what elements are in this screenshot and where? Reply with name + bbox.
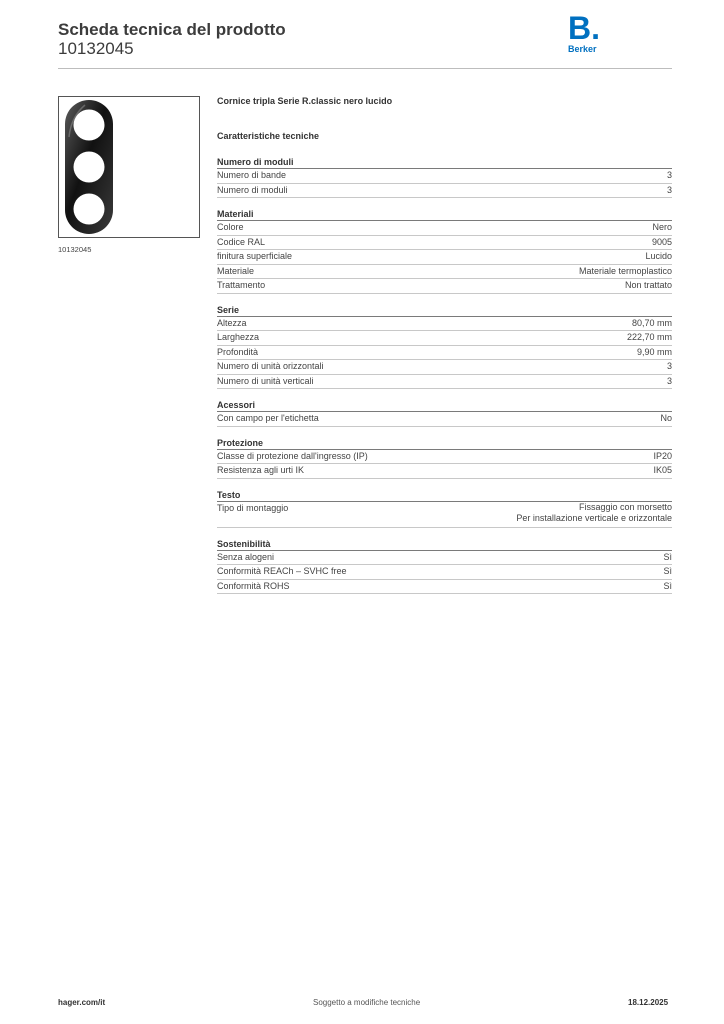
logo-wordmark: Berker (568, 44, 597, 54)
section-title: Serie (217, 304, 672, 317)
row-label: Numero di moduli (217, 184, 288, 195)
row-label: Conformità REACh – SVHC free (217, 566, 347, 576)
spec-row (217, 221, 672, 236)
spec-section (217, 437, 672, 479)
berker-logo (566, 10, 606, 56)
spec-row (217, 502, 672, 528)
logo-mark: B. (568, 10, 600, 46)
row-value: 222,70 mm (626, 332, 672, 342)
spec-row (217, 412, 672, 427)
spec-row (217, 265, 672, 280)
row-value: Sì (663, 580, 672, 591)
footer-disclaimer: Soggetto a modifiche tecniche (313, 998, 421, 1007)
row-label: Classe di protezione dall'ingresso (IP) (217, 450, 368, 461)
row-value: 3 (666, 361, 672, 371)
row-label: Numero di bande (217, 170, 287, 180)
spec-row (217, 279, 672, 294)
section-title: Materiali (217, 208, 672, 221)
row-value: 3 (666, 375, 672, 386)
spec-row (217, 331, 672, 346)
row-value: 3 (666, 184, 672, 195)
row-label: Altezza (217, 317, 247, 328)
spec-section (217, 208, 672, 294)
row-value: IK05 (653, 465, 672, 475)
row-value: Nero (652, 222, 672, 232)
row-label: Senza alogeni (217, 551, 275, 562)
row-value: Materiale termoplastico (578, 265, 672, 276)
characteristics-title: Caratteristiche tecniche (217, 131, 320, 141)
product-name: Cornice tripla Serie R.classic nero lucido (217, 96, 393, 106)
row-value-line: Fissaggio con morsetto (578, 501, 672, 512)
product-code: 10132045 (58, 39, 134, 58)
spec-row (217, 450, 672, 465)
row-label: Con campo per l'etichetta (217, 413, 319, 423)
row-label: Conformità ROHS (217, 580, 290, 591)
page-title: Scheda tecnica del prodotto (58, 20, 286, 39)
spec-row (217, 250, 672, 265)
spec-row (217, 169, 672, 184)
section-title: Sostenibilità (217, 538, 672, 551)
row-value: 3 (666, 170, 672, 180)
spec-section (217, 489, 672, 528)
spec-row (217, 551, 672, 566)
section-title: Numero di moduli (217, 156, 672, 169)
row-value: Sì (663, 551, 672, 562)
spec-row (217, 464, 672, 479)
spec-row (217, 317, 672, 332)
spec-row (217, 236, 672, 251)
triple-frame-image (59, 97, 199, 237)
row-value: 9005 (651, 236, 672, 247)
spec-section (217, 399, 672, 427)
row-label: Larghezza (217, 332, 260, 342)
spec-section (217, 538, 672, 595)
header-divider (58, 68, 672, 69)
section-title: Protezione (217, 437, 672, 450)
row-label: Codice RAL (217, 236, 266, 247)
spec-row (217, 360, 672, 375)
row-label: Materiale (217, 265, 255, 276)
spec-section (217, 156, 672, 198)
row-value (516, 502, 672, 527)
spec-row (217, 375, 672, 390)
footer-date: 18.12.2025 (628, 998, 669, 1007)
spec-row (217, 580, 672, 595)
spec-row (217, 346, 672, 361)
row-label: finitura superficiale (217, 251, 293, 261)
row-label: Colore (217, 222, 244, 232)
row-value-line: Per installazione verticale e orizzontale (516, 513, 672, 523)
row-value: 9,90 mm (636, 346, 672, 357)
row-label: Trattamento (217, 280, 266, 290)
row-value: Non trattato (624, 280, 672, 290)
row-label: Resistenza agli urti IK (217, 465, 305, 475)
section-title: Acessori (217, 399, 672, 412)
image-caption: 10132045 (58, 245, 92, 254)
section-title: Testo (217, 489, 672, 502)
row-value: Lucido (645, 251, 672, 261)
row-label: Tipo di montaggio (217, 502, 289, 513)
spec-row (217, 184, 672, 199)
row-value: No (660, 413, 672, 423)
row-value: IP20 (653, 450, 672, 461)
row-label: Profondità (217, 346, 259, 357)
spec-row (217, 565, 672, 580)
row-label: Numero di unità orizzontali (217, 361, 324, 371)
row-label: Numero di unità verticali (217, 375, 314, 386)
row-value: Sì (663, 566, 672, 576)
spec-content (217, 96, 672, 604)
footer-website: hager.com/it (58, 998, 106, 1007)
product-image (58, 96, 200, 238)
row-value: 80,70 mm (631, 317, 672, 328)
spec-section (217, 304, 672, 390)
